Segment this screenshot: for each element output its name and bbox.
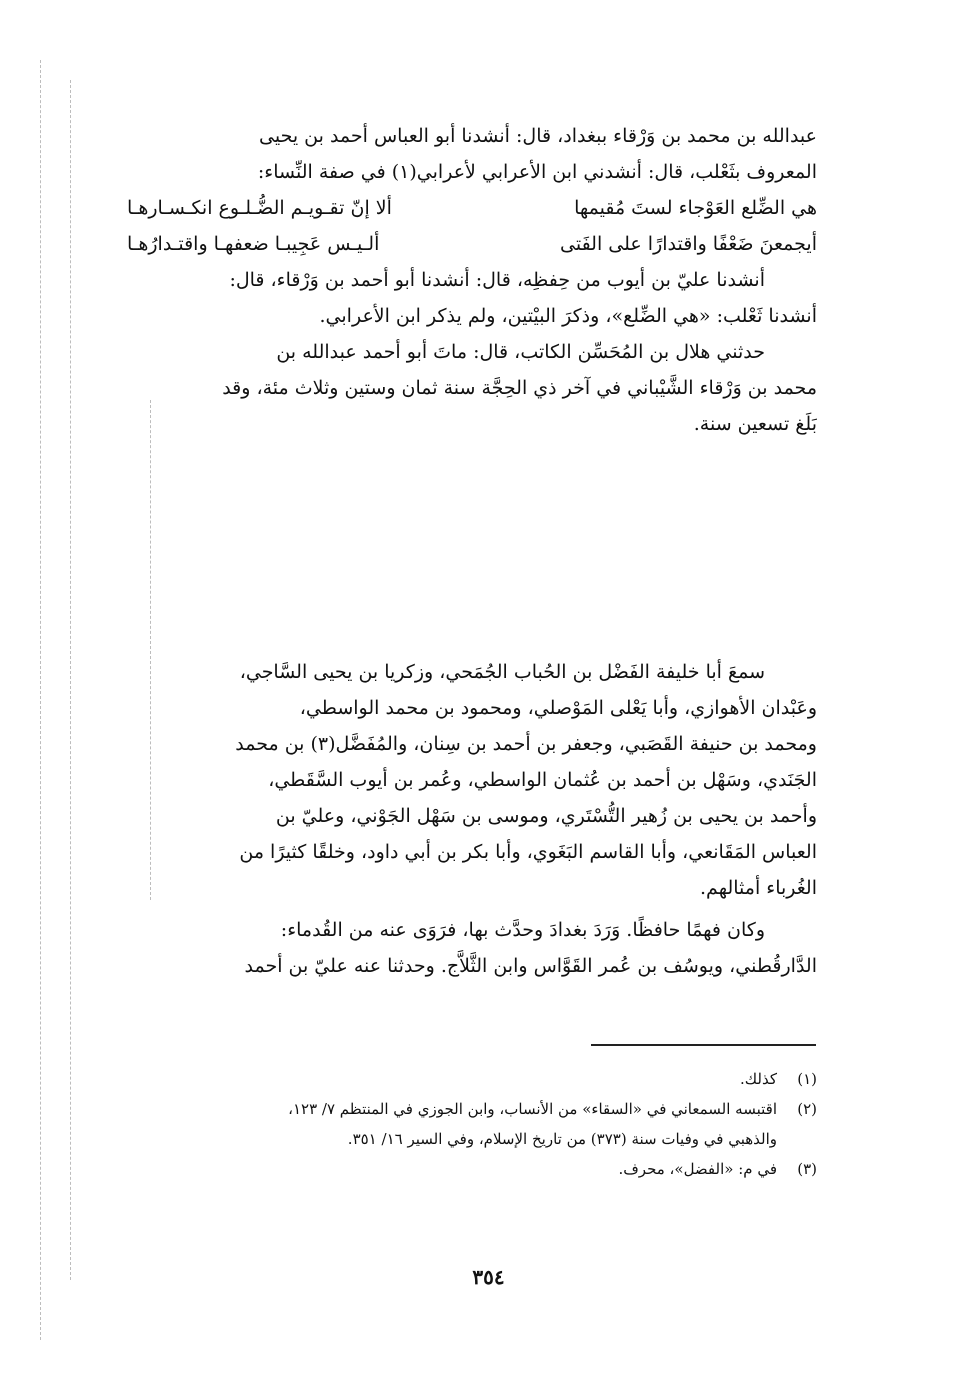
footnote-text: والذهبي في وفيات سنة (٣٧٣) من تاريخ الإسلام، وفي السير ١٦/ ٣٥١.: [347, 1130, 777, 1148]
footnote: [127, 1094, 817, 1124]
text-line: أنشدنا ثَعْلب: «هي الضِّلع»، وذكرَ البيْتين، ولم يذكر ابن الأعرابي.: [319, 305, 817, 327]
text-line: الدَّارقُطني، ويوسُف بن عُمر القَوَّاس وابن الثَّلاَّج. وحدثنا عنه عليّ بن أحمد: [244, 955, 817, 977]
text-line: وعَبْدان الأهوازي، وأبا يَعْلى المَوْصلي، ومحمود بن محمد الواسطي،: [299, 697, 817, 719]
footnote: [127, 1064, 817, 1094]
footnote-number: (١): [797, 1070, 817, 1088]
text-line: الجَنَدي، وسَهْل بن أحمد بن عُثمان الواسطي، وعُمر بن أيوب السَّقَطي،: [268, 769, 817, 791]
footnote: [127, 1154, 817, 1184]
text-line: وكان فهمًا حافظًا. وَرَدَ بغدادَ وحدَّث بها، فرَوَى عنه من القُدماء:: [280, 919, 765, 941]
footnotes: [127, 1064, 817, 1184]
text-line: سمعَ أبا خليفة الفَضْل بن الحُباب الجُمَحي، وزكريا بن يحيى السَّاجي،: [239, 661, 765, 683]
poem-verse: [127, 226, 817, 262]
text-line: محمد بن وَرْقاء الشَّيْباني في آخر ذي الحِجَّة سنة ثمان وستين وثلاث مئة، وقد: [222, 377, 817, 399]
footnote-divider: [591, 1044, 816, 1046]
page-number: ٣٥٤: [472, 1265, 505, 1289]
footnote-text: كذلك.: [740, 1070, 777, 1088]
text-line: العباس المَقَانعي، وأبا القاسم البَغَوي، وأبا بكر بن أبي داود، وخلقًا كثيرًا من: [239, 841, 817, 863]
text-line: ومحمد بن حنيفة القَصَبي، وجعفر بن أحمد بن سِنان، والمُفَضَّل(٣) بن محمد: [235, 733, 817, 755]
scan-margin-mark: [40, 60, 41, 1340]
scan-margin-mark: [70, 80, 71, 1280]
poem-verse: [127, 190, 817, 226]
verse-hemistich: هي الضِّلع العَوْجاء لستَ مُقيمها: [574, 197, 817, 219]
verse-hemistich: أيجمعنَ ضَعْفًا واقتدارًا على الفَتى: [560, 233, 817, 255]
footnote-number: (٣): [797, 1160, 817, 1178]
footnote-text: اقتبسه السمعاني في «السقاء» من الأنساب، وابن الجوزي في المنتظم ٧/ ١٢٣،: [288, 1100, 777, 1118]
entry-body: [127, 654, 817, 984]
text-line: حدثني هلال بن المُحَسِّن الكاتب، قال: ماتَ أبو أحمد عبدالله بن: [276, 341, 765, 363]
verse-hemistich: ألـيـس عَجِيبـا ضعفهـا واقتـدارُهـا: [127, 233, 380, 255]
text-line: أنشدنا عليّ بن أيوب من حِفظِه، قال: أنشدنا أبو أحمد بن وَرْقاء، قال:: [229, 269, 765, 291]
main-text: [127, 118, 817, 442]
text-line: الغُرباء أمثالهم.: [700, 877, 817, 899]
text-line: المعروف بثَعْلب، قال: أنشدني ابن الأعرابي لأعرابي(١) في صفة النِّساء:: [257, 161, 817, 183]
verse-hemistich: ألا إنّ تقـويـم الضُّـلـوع انكـسـارهـا: [127, 197, 392, 219]
text-line: عبدالله بن محمد بن وَرْقاء ببغداد، قال: أنشدنا أبو العباس أحمد بن يحيى: [259, 125, 817, 147]
text-line: وأحمد بن يحيى بن زُهير التُّسْتَري، وموسى بن سَهْل الجَوْني، وعليّ بن: [275, 805, 817, 827]
text-line: بَلَغ تسعين سنة.: [693, 413, 817, 435]
footnote-number: (٢): [797, 1100, 817, 1118]
footnote-text: في م: «الفضل»، محرف.: [618, 1160, 777, 1178]
